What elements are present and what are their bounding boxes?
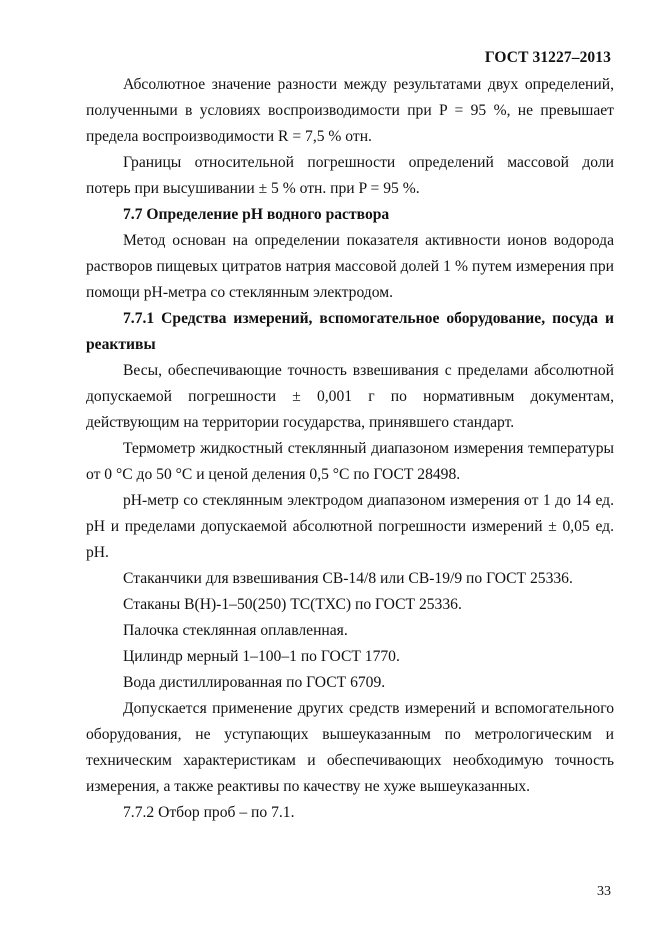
paragraph-beakers: Стаканы В(Н)-1–50(250) ТС(ТХС) по ГОСТ 25336.: [123, 596, 462, 613]
paragraph-method-description: Метод основан на определении показателя активности ионов водорода растворов пищевых цитратов натрия массовой долей 1 % путем измерения при помощи pH-метра со стеклянным электродом.: [86, 232, 614, 301]
paragraph-reproducibility-limit: Абсолютное значение разности между результатами двух определений, полученными в условиях воспроизводимости при P = 95 %, не превышает предела воспроизводимости R = 7,5 % отн.: [86, 76, 614, 145]
paragraph-scales: Весы, обеспечивающие точность взвешивания с пределами абсолютной допускаемой погрешности ± 0,001 г по нормативным документам, действующим на территории государства, принявшего стандарт.: [86, 362, 614, 431]
paragraph-relative-error-bounds: Границы относительной погрешности определений массовой доли потерь при высушивании ± 5 % отн. при P = 95 %.: [86, 154, 614, 197]
paragraph-alternatives-allowed: Допускается применение других средств измерений и вспомогательного оборудования, не уступающих вышеуказанным по метрологическим и техническим характеристикам и обеспечивающих необходимую точность измерения, а также реактивы по качеству не хуже вышеуказанных.: [86, 700, 614, 795]
paragraph-distilled-water: Вода дистиллированная по ГОСТ 6709.: [123, 674, 386, 691]
document-code-header: ГОСТ 31227–2013: [484, 49, 611, 66]
document-body: [86, 72, 614, 826]
paragraph-weighing-cups: Стаканчики для взвешивания СВ-14/8 или СВ-19/9 по ГОСТ 25336.: [123, 570, 573, 587]
paragraph-thermometer: Термометр жидкостный стеклянный диапазоном измерения температуры от 0 °С до 50 °С и ценой деления 0,5 °С по ГОСТ 28498.: [86, 440, 614, 483]
section-heading-7-7-1: 7.7.1 Средства измерений, вспомогательное оборудование, посуда и реактивы: [86, 310, 614, 353]
section-heading-7-7: 7.7 Определение pH водного раствора: [123, 206, 390, 223]
paragraph-measuring-cylinder: Цилиндр мерный 1–100–1 по ГОСТ 1770.: [123, 648, 400, 665]
page-number: 33: [597, 884, 611, 899]
section-7-7-2-sampling: 7.7.2 Отбор проб – по 7.1.: [123, 804, 295, 821]
paragraph-ph-meter: pH-метр со стеклянным электродом диапазоном измерения от 1 до 14 ед. pH и пределами допускаемой абсолютной погрешности измерений ± 0,05 ед. pH.: [86, 492, 614, 561]
paragraph-glass-rod: Палочка стеклянная оплавленная.: [123, 622, 348, 639]
